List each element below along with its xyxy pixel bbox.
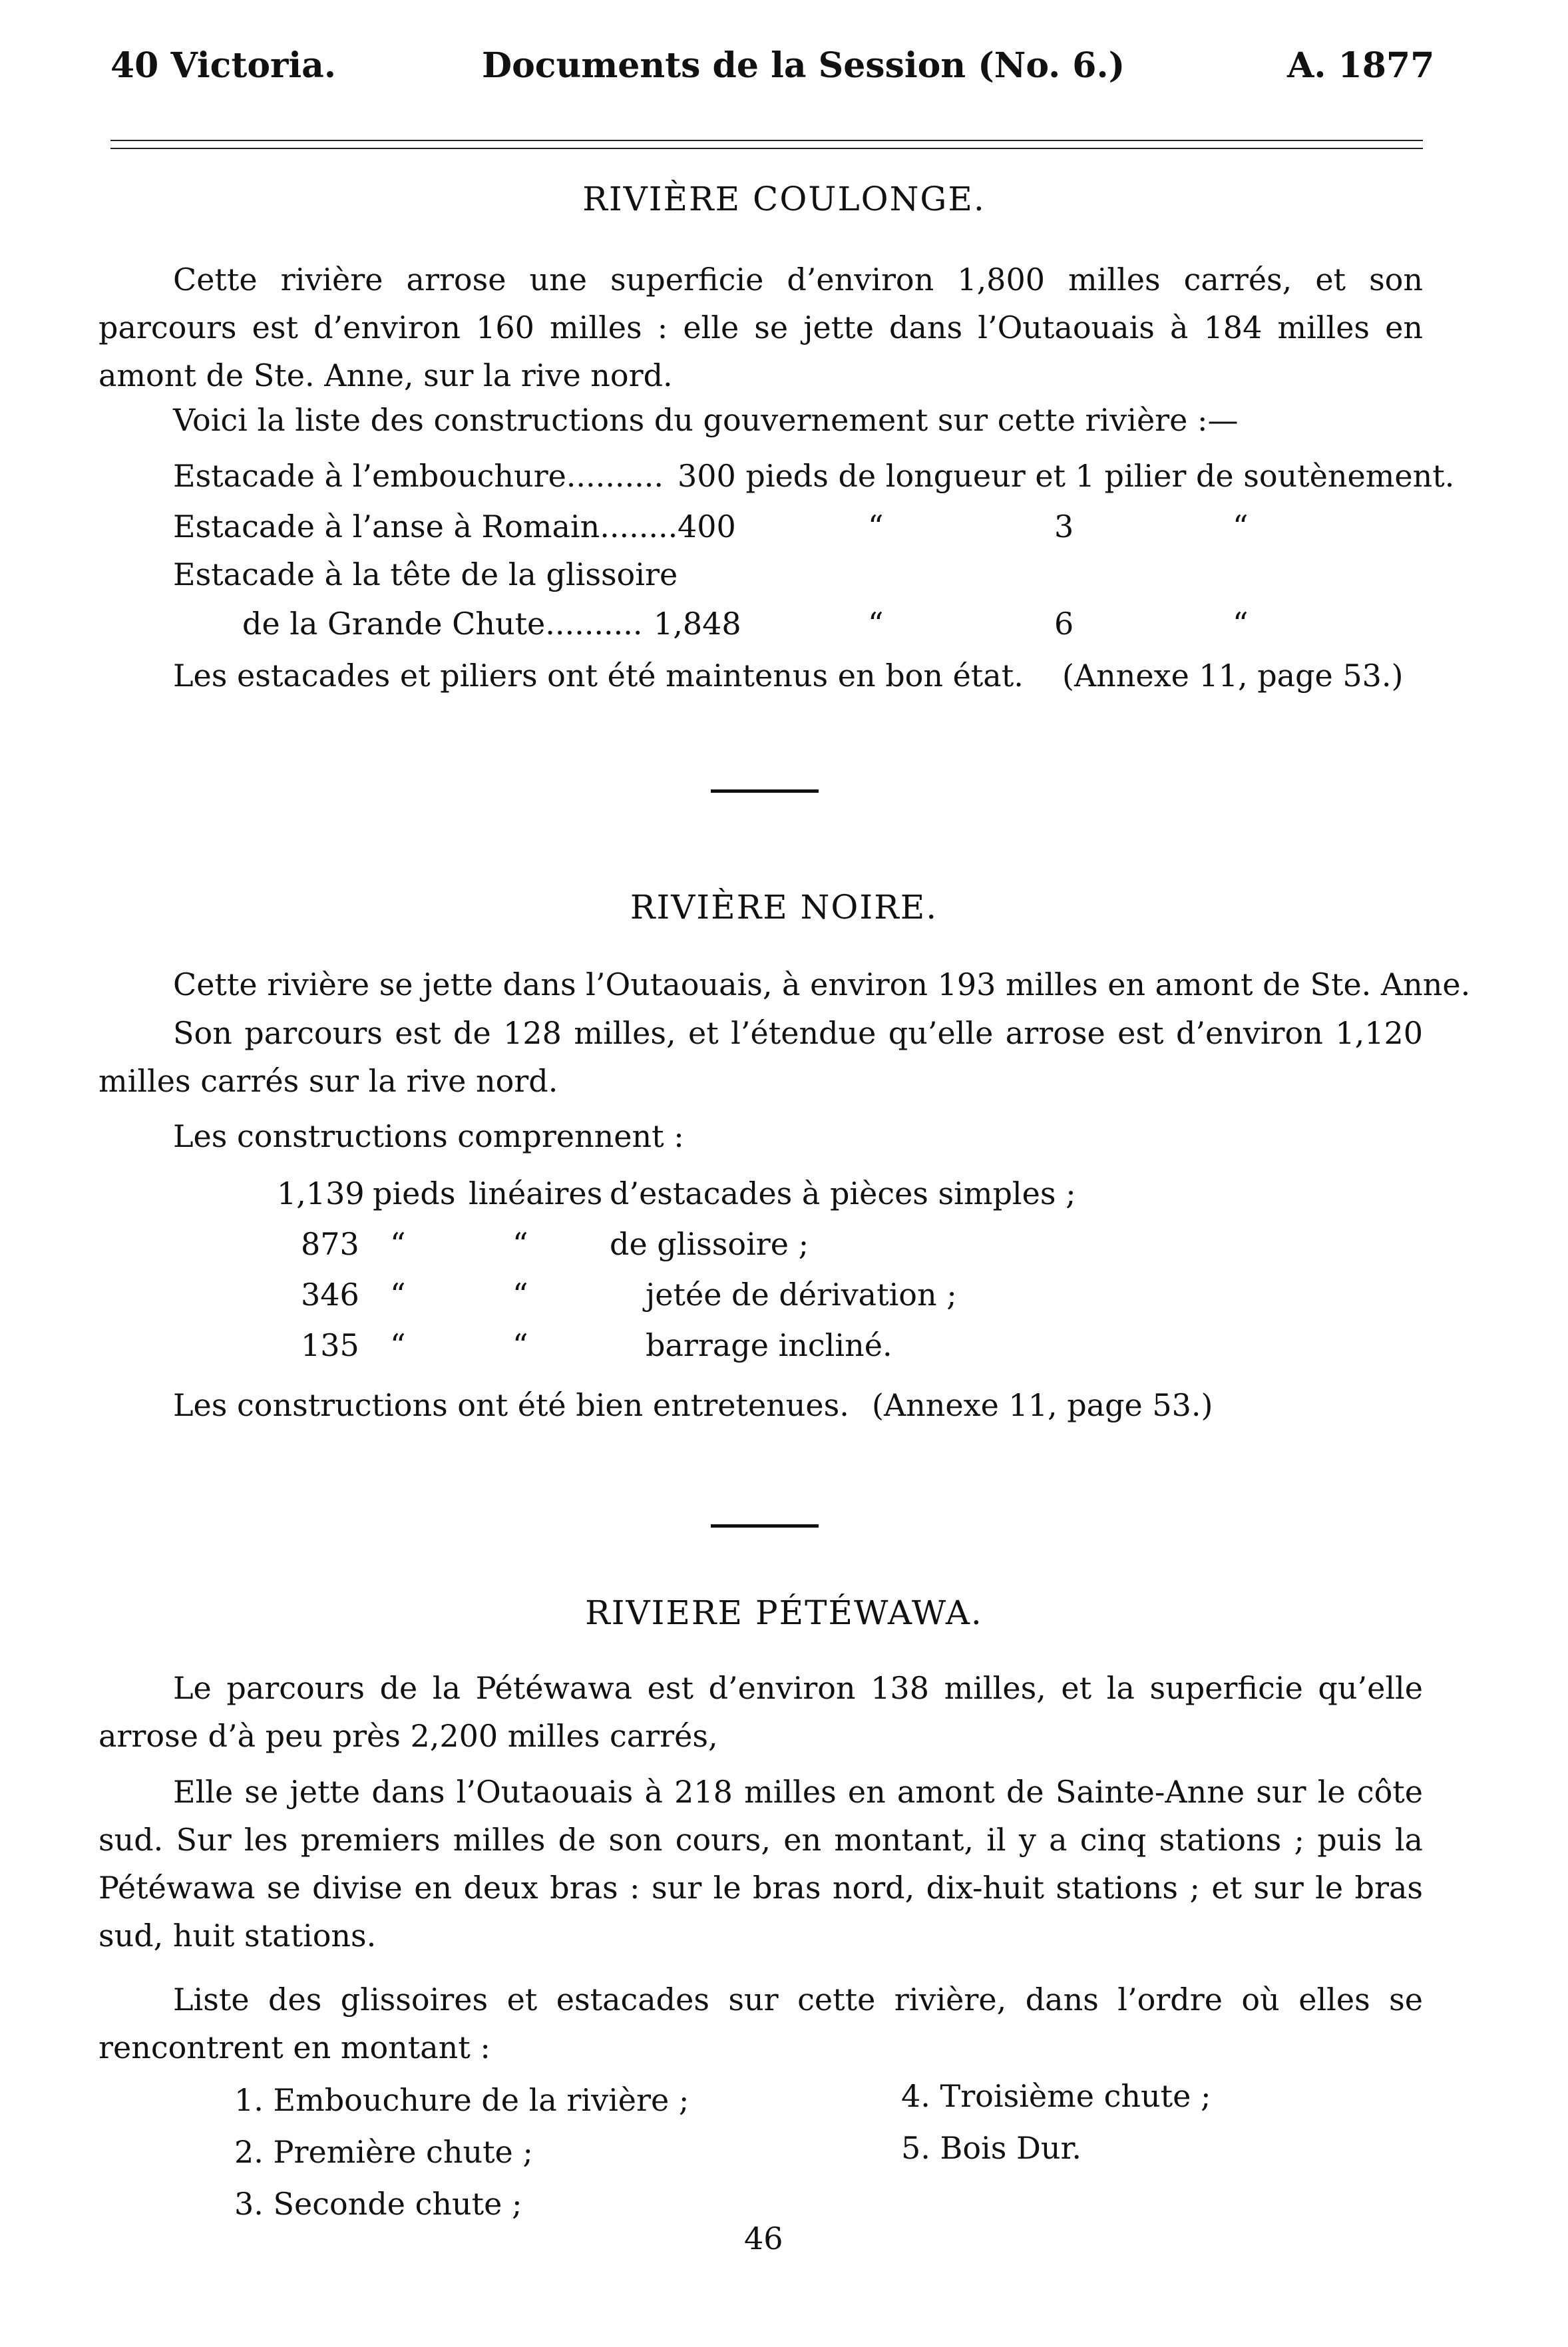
coulonge-row-1-qty: 300 pieds de longueur et 1 pilier de soutènement. (678, 458, 1455, 494)
petewawa-list-item-1: 1. Embouchure de la rivière ; (234, 2082, 689, 2118)
noire-item-1-qty: 1,139 (277, 1175, 365, 1211)
noire-paragraph-2: Son parcours est de 128 milles, et l’étendue qu’elle arrose est d’environ 1,120 milles carrés sur la rive nord. (98, 1015, 1423, 1099)
noire-item-3-qty: 346 (301, 1277, 359, 1313)
noire-paragraph-4: Les constructions ont été bien entretenues. (173, 1387, 849, 1423)
coulonge-paragraph-2: Voici la liste des constructions du gouvernement sur cette rivière :— (173, 402, 1239, 438)
noire-item-4-qty: 135 (301, 1327, 359, 1363)
noire-item-2-ditto-1: “ (390, 1226, 406, 1262)
petewawa-paragraph-3: Liste des glissoires et estacades sur cette rivière, dans l’ordre où elles se rencontrent en montant : (98, 1982, 1423, 2065)
petewawa-paragraph-1: Le parcours de la Pétéwawa est d’environ 138 milles, et la superficie qu’elle arrose d’à peu près 2,200 milles carrés, (98, 1670, 1423, 1754)
coulonge-row-2-num: 3 (1054, 509, 1074, 544)
coulonge-row-4-ditto-1: “ (868, 606, 884, 642)
section-title-petewawa: RIVIERE PÉTÉWAWA. (585, 1594, 983, 1632)
section-title-coulonge: RIVIÈRE COULONGE. (582, 180, 986, 218)
noire-item-2-desc: de glissoire ; (610, 1226, 809, 1262)
noire-item-4-ditto-2: “ (512, 1327, 528, 1363)
header-rule-top (110, 140, 1423, 141)
coulonge-row-2-qty: 400 (678, 509, 736, 544)
noire-item-3-ditto-1: “ (390, 1277, 406, 1313)
section-separator-1 (711, 789, 819, 793)
noire-item-3-desc: jetée de dérivation ; (646, 1277, 957, 1313)
coulonge-row-2-ditto-1: “ (868, 509, 884, 544)
coulonge-row-2-ditto-2: “ (1233, 509, 1249, 544)
petewawa-paragraph-2: Elle se jette dans l’Outaouais à 218 milles en amont de Sainte-Anne sur le côte sud. Sur les premiers milles de son cours, en montant, il y a cinq stations ; puis la Pétéwawa se divise en deux bras : sur le bras nord, dix-huit stations ; et sur le bras sud, huit stations. (98, 1774, 1423, 1954)
coulonge-row-2-name: Estacade à l’anse à Romain........ (173, 509, 678, 544)
coulonge-row-4-qty: 1,848 (654, 606, 741, 642)
noire-item-4-desc: barrage incliné. (646, 1327, 892, 1363)
section-title-noire: RIVIÈRE NOIRE. (630, 888, 938, 927)
noire-item-2-ditto-2: “ (512, 1226, 528, 1262)
coulonge-paragraph-3: Les estacades et piliers ont été maintenus en bon état. (173, 658, 1024, 694)
coulonge-paragraph-1: Cette rivière arrose une superficie d’environ 1,800 milles carrés, et son parcours est d’environ 160 milles : elle se jette dans l’Outaouais à 184 milles en amont de Ste. Anne, sur la rive nord. (98, 262, 1423, 393)
header-rule-bottom (110, 148, 1423, 149)
petewawa-list-item-4: 4. Troisième chute ; (901, 2078, 1211, 2114)
noire-item-4-ditto-1: “ (390, 1327, 406, 1363)
noire-item-1-desc: d’estacades à pièces simples ; (610, 1175, 1076, 1211)
petewawa-list-item-2: 2. Première chute ; (234, 2134, 533, 2170)
noire-item-2-qty: 873 (301, 1226, 359, 1262)
noire-annex-ref: (Annexe 11, page 53.) (872, 1387, 1213, 1423)
coulonge-annex-ref: (Annexe 11, page 53.) (1062, 658, 1404, 694)
section-separator-2 (711, 1524, 819, 1528)
noire-item-1-unit: pieds (373, 1175, 456, 1211)
coulonge-row-4-num: 6 (1054, 606, 1074, 642)
coulonge-row-4-name: de la Grande Chute.......... (242, 606, 643, 642)
page-number: 46 (744, 2221, 783, 2256)
petewawa-list-item-5: 5. Bois Dur. (901, 2130, 1082, 2166)
header-volume: 40 Victoria. (110, 45, 336, 86)
petewawa-list-item-3: 3. Seconde chute ; (234, 2186, 522, 2222)
noire-paragraph-3: Les constructions comprennent : (173, 1118, 684, 1154)
noire-item-3-ditto-2: “ (512, 1277, 528, 1313)
header-year: A. 1877 (1287, 45, 1435, 86)
header-title: Documents de la Session (No. 6.) (482, 45, 1125, 86)
coulonge-row-3-name: Estacade à la tête de la glissoire (173, 556, 678, 592)
coulonge-row-4-ditto-2: “ (1233, 606, 1249, 642)
noire-paragraph-1: Cette rivière se jette dans l’Outaouais, à environ 193 milles en amont de Ste. Anne. (173, 966, 1471, 1002)
coulonge-row-1-name: Estacade à l’embouchure.......... (173, 458, 664, 494)
noire-item-1-kind: linéaires (469, 1175, 603, 1211)
